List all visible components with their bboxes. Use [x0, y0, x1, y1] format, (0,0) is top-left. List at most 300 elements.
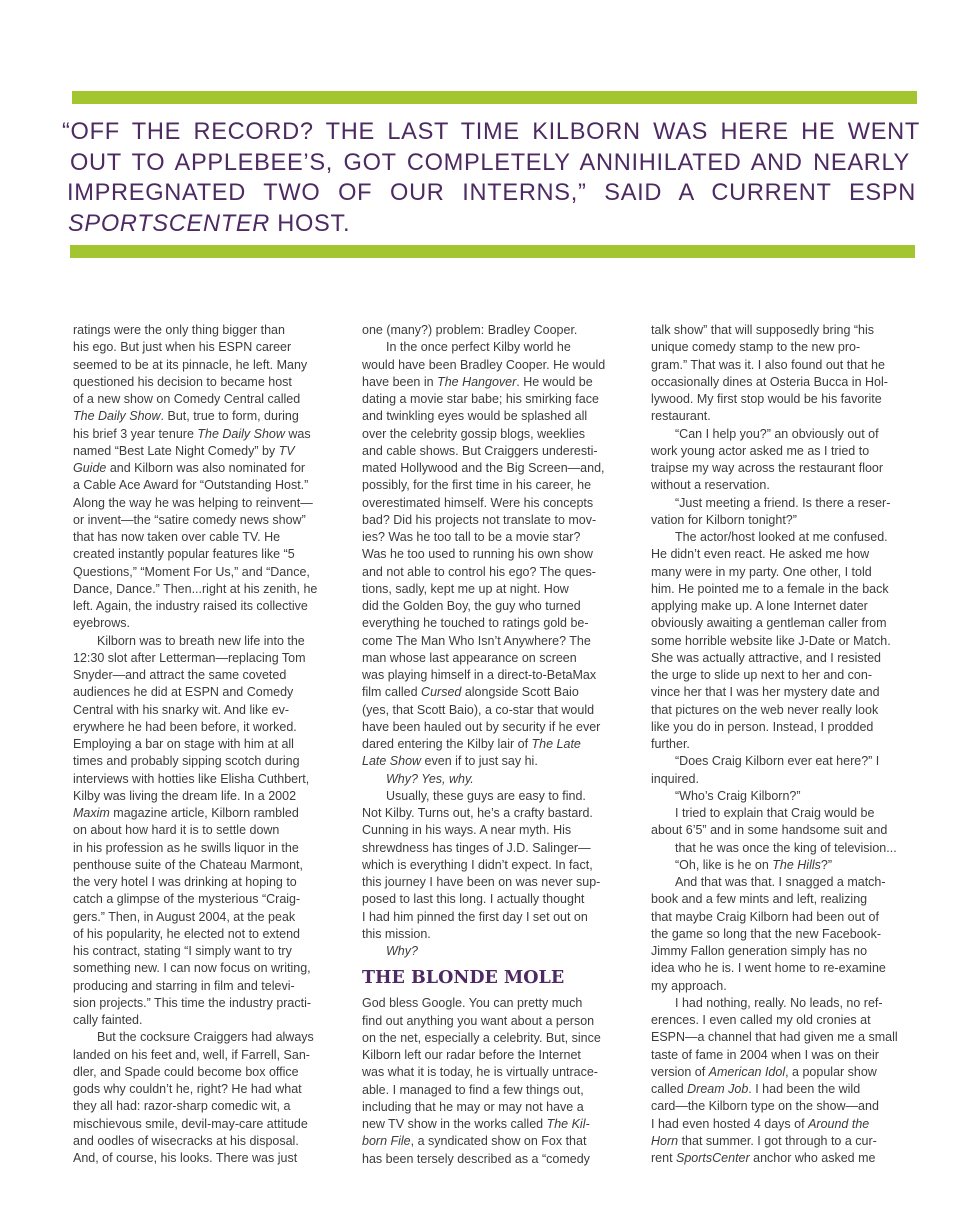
text-line — [73, 960, 343, 977]
text-run: Usually, these guys are easy to find. — [386, 788, 586, 803]
text-run: gods why couldn’t he, right? He had what — [73, 1082, 302, 1096]
text-line — [362, 909, 632, 926]
text-run: interviews with hotties like Elisha Cuthbert, — [73, 771, 310, 786]
text-run: over the celebrity gossip blogs, weeklies — [362, 426, 586, 441]
text-line — [651, 460, 921, 477]
text-run: on about how hard it is to settle down — [73, 823, 280, 838]
text-line — [651, 857, 921, 874]
text-run: has been tersely described as a “comedy — [362, 1151, 590, 1166]
italic-title: Why? Yes, why. — [386, 771, 474, 786]
text-line — [651, 1064, 921, 1081]
text-line — [362, 667, 632, 684]
text-line — [73, 909, 343, 926]
text-run: come The Man Who Isn’t Anywhere? The — [362, 633, 591, 648]
text-line — [362, 874, 632, 891]
text-run: bad? Did his projects not translate to mov- — [362, 512, 597, 527]
text-run: that summer. I got through to a cur- — [678, 1133, 877, 1148]
text-line — [651, 753, 921, 770]
text-run: and not able to control his ego? The ques- — [362, 564, 596, 579]
text-line — [362, 753, 632, 770]
italic-title: Cursed — [421, 685, 462, 700]
text-run: “Oh, like is he on — [675, 857, 773, 872]
text-run: mischievous smile, devil-may-care attitude — [73, 1116, 308, 1131]
column-2-body-bottom — [362, 995, 632, 1168]
text-run: gram.” That was it. I also found out that he — [651, 357, 885, 372]
text-run: And, of course, his looks. There was just — [73, 1151, 298, 1165]
text-line — [362, 581, 632, 598]
text-line — [651, 357, 921, 374]
text-line — [73, 1116, 343, 1133]
text-line — [362, 1030, 632, 1047]
text-run: applying make up. A lone Internet dater — [651, 599, 868, 613]
text-run: alongside Scott Baio — [461, 685, 579, 700]
text-run: talk show” that will supposedly bring “his — [651, 323, 875, 337]
text-run: even if to just say hi. — [421, 754, 538, 769]
text-run: called — [651, 1082, 688, 1096]
text-line — [651, 995, 921, 1012]
text-run: seemed to be at its pinnacle, he left. Many — [73, 357, 308, 372]
text-run: restaurant. — [651, 409, 711, 424]
text-run: able. I managed to find a few things out, — [362, 1082, 584, 1097]
text-line — [73, 771, 343, 788]
text-line — [73, 719, 343, 736]
text-run: one (many?) problem: Bradley Cooper. — [362, 323, 578, 337]
text-line — [362, 322, 632, 339]
italic-title: The Kil- — [546, 1117, 590, 1131]
text-line — [73, 1150, 343, 1167]
text-run: of a new show on Comedy Central called — [73, 392, 301, 406]
text-run: his contract, stating “I simply want to try — [73, 944, 292, 958]
text-line — [73, 1029, 343, 1046]
text-line — [362, 1133, 632, 1150]
text-run: erences. I even called my old cronies at — [651, 1013, 871, 1027]
text-run: that pictures on the web never really look — [651, 702, 879, 717]
text-line — [362, 633, 632, 650]
text-run: have been in — [362, 374, 438, 389]
text-run: which is everything I didn’t expect. In fact, — [362, 857, 593, 872]
text-run: Not Kilby. Turns out, he’s a crafty bastard. — [362, 806, 593, 820]
text-line — [73, 615, 343, 632]
italic-title: TV — [278, 443, 295, 458]
text-run: him. He pointed me to a female in the back — [651, 581, 889, 596]
text-line — [651, 788, 921, 805]
text-run: Jimmy Fallon generation simply has no — [651, 944, 868, 958]
text-line — [362, 546, 632, 563]
text-run: I had even hosted 4 days of — [651, 1116, 809, 1131]
text-run: the urge to slide up next to her and con- — [651, 668, 872, 682]
text-run: obviously awaiting a gentleman caller from — [651, 616, 887, 631]
text-run: cally fainted. — [73, 1013, 143, 1027]
text-run: including that he may or may not have a — [362, 1099, 584, 1114]
text-line — [362, 719, 632, 736]
text-line — [73, 564, 343, 581]
text-line — [73, 926, 343, 943]
text-run: The actor/host looked at me confused. — [675, 530, 888, 544]
text-run: version of — [651, 1064, 709, 1079]
text-run: and cable shows. But Craiggers underesti- — [362, 443, 598, 458]
text-line — [651, 1098, 921, 1115]
text-run: “Just meeting a friend. Is there a reser- — [675, 495, 891, 510]
column-2-body-top — [362, 322, 632, 960]
text-line — [651, 822, 921, 839]
text-line — [651, 443, 921, 460]
text-line — [73, 788, 343, 805]
text-run: Along the way he was helping to reinvent— — [73, 495, 313, 510]
text-run: tions, sadly, kept me up at night. How — [362, 581, 569, 596]
text-run: times and probably sipping scotch during — [73, 754, 300, 769]
text-run: (yes, that Scott Baio), a co-star that would — [362, 702, 595, 717]
text-run: rent — [651, 1151, 677, 1165]
text-run: anchor who asked me — [749, 1151, 876, 1165]
italic-title: Guide — [73, 461, 107, 475]
text-run: his ego. But just when his ESPN career — [73, 340, 292, 355]
text-line — [362, 805, 632, 822]
italic-title: The Daily Show — [197, 426, 285, 441]
text-run: But the cocksure Craiggers had always — [97, 1030, 314, 1045]
text-run: . But, true to form, during — [160, 409, 299, 424]
text-run: dared entering the Kilby lair of — [362, 737, 532, 751]
text-line — [651, 477, 921, 494]
text-line — [362, 1116, 632, 1133]
pull-quote-line: IMPREGNATED TWO OF OUR INTERNS,” SAID A CURRENT ESPN — [67, 180, 916, 206]
text-line — [362, 1047, 632, 1064]
text-line — [651, 408, 921, 425]
text-line — [651, 339, 921, 356]
text-line — [362, 943, 632, 960]
text-line — [651, 960, 921, 977]
text-line — [73, 408, 343, 425]
text-line — [362, 374, 632, 391]
text-run: like you do in person. Instead, I prodded — [651, 719, 874, 734]
text-line — [651, 926, 921, 943]
text-run: lywood. My first stop would be his favorite — [651, 392, 882, 406]
italic-title: Why? — [386, 944, 418, 958]
text-run: Kilborn was to breath new life into the — [97, 633, 305, 648]
text-run: find out anything you want about a person — [362, 1013, 595, 1028]
text-line — [651, 495, 921, 512]
text-line — [651, 840, 921, 857]
text-run: . I had been the wild — [748, 1082, 861, 1096]
text-run: Was he too used to running his own show — [362, 547, 593, 562]
text-line — [362, 1064, 632, 1081]
pull-quote-line: “OFF THE RECORD? THE LAST TIME KILBORN WAS HERE HE WENT — [62, 119, 920, 145]
text-line — [362, 512, 632, 529]
text-run: landed on his feet and, well, if Farrell, San- — [73, 1047, 310, 1062]
text-line — [362, 391, 632, 408]
text-run: dating a movie star babe; his smirking face — [362, 392, 599, 406]
text-line — [651, 805, 921, 822]
text-run: his brief 3 year tenure — [73, 426, 198, 441]
text-line — [362, 495, 632, 512]
text-run: and twinkling eyes would be splashed all — [362, 409, 588, 424]
text-run: further. — [651, 737, 690, 751]
text-line — [362, 529, 632, 546]
text-line — [651, 650, 921, 667]
text-run: “Who’s Craig Kilborn?” — [675, 788, 801, 803]
text-line — [651, 633, 921, 650]
text-line — [73, 702, 343, 719]
text-run: something new. I can now focus on writing, — [73, 961, 311, 976]
text-run: named “Best Late Night Comedy” by — [73, 443, 279, 458]
text-run: vation for Kilborn tonight?” — [651, 512, 797, 527]
text-line — [73, 874, 343, 891]
article-column-2 — [362, 322, 632, 1168]
text-line — [73, 443, 343, 460]
pull-quote-tail: HOST. — [270, 210, 351, 237]
text-line — [73, 633, 343, 650]
text-run: a Cable Ace Award for “Outstanding Host.” — [73, 478, 309, 493]
text-run: , a popular show — [785, 1064, 877, 1079]
text-run: In the once perfect Kilby world he — [386, 340, 571, 355]
text-run: And that was that. I snagged a match- — [675, 875, 886, 889]
text-line — [651, 702, 921, 719]
text-run: “Does Craig Kilborn ever eat here?” I — [675, 754, 880, 769]
text-line — [73, 322, 343, 339]
text-line — [362, 995, 632, 1012]
text-line — [362, 1099, 632, 1116]
text-run: shrewdness has tinges of J.D. Salinger— — [362, 840, 591, 855]
text-run: man whose last appearance on screen — [362, 650, 577, 665]
text-run: overestimated himself. Were his concepts — [362, 495, 594, 510]
text-line — [73, 598, 343, 615]
text-line — [73, 891, 343, 908]
text-line — [651, 1133, 921, 1150]
text-line — [362, 926, 632, 943]
text-line — [73, 684, 343, 701]
text-line — [73, 1047, 343, 1064]
text-line — [651, 1116, 921, 1133]
text-run: film called — [362, 685, 422, 700]
text-line — [73, 1012, 343, 1029]
text-line — [651, 546, 921, 563]
text-run: producing and starring in film and televi- — [73, 978, 295, 993]
text-run: left. Again, the industry raised its collective — [73, 599, 308, 613]
text-run: . He would be — [516, 374, 593, 389]
text-line — [362, 408, 632, 425]
text-line — [73, 529, 343, 546]
text-run: some horrible website like J-Date or Match. — [651, 633, 891, 648]
text-line — [362, 615, 632, 632]
text-line — [73, 650, 343, 667]
text-run: this journey I have been on was never sup- — [362, 875, 601, 889]
show-title: SPORTSCENTER — [68, 210, 270, 237]
text-run: would have been Bradley Cooper. He would — [362, 357, 606, 372]
text-run: possibly, for the first time in his career, he — [362, 478, 592, 493]
italic-title: born File — [362, 1134, 411, 1149]
italic-title: The Late — [531, 737, 581, 751]
text-line — [651, 426, 921, 443]
text-run: posed to last this long. I actually thought — [362, 892, 585, 907]
text-line — [73, 374, 343, 391]
text-line — [651, 581, 921, 598]
text-run: book and a few mints and left, realizing — [651, 892, 868, 907]
text-line — [651, 1029, 921, 1046]
text-line — [362, 891, 632, 908]
text-line — [73, 1081, 343, 1098]
text-run: card—the Kilborn type on the show—and — [651, 1099, 879, 1114]
text-line — [73, 667, 343, 684]
italic-title: The Hills — [772, 857, 821, 872]
text-line — [362, 339, 632, 356]
text-run: occasionally dines at Osteria Bucca in Hol- — [651, 374, 888, 389]
text-run: vince her that I was her mystery date and — [651, 685, 880, 700]
text-run: dler, and Spade could become box office — [73, 1064, 299, 1079]
text-run: that maybe Craig Kilborn had been out of — [651, 909, 879, 924]
text-line — [651, 598, 921, 615]
text-line — [651, 771, 921, 788]
text-run: work young actor asked me as I tried to — [651, 443, 870, 458]
text-line — [651, 529, 921, 546]
text-line — [362, 684, 632, 701]
text-line — [651, 374, 921, 391]
text-run: Dance, Dance.” Then...right at his zenith, he — [73, 581, 318, 596]
text-line — [362, 1082, 632, 1099]
text-line — [73, 736, 343, 753]
text-line — [73, 805, 343, 822]
text-run: Kilborn left our radar before the Internet — [362, 1048, 581, 1062]
italic-title: The Daily Show — [73, 409, 161, 424]
text-line — [73, 426, 343, 443]
text-line — [651, 874, 921, 891]
italic-title: SportsCenter — [676, 1151, 750, 1165]
text-run: Kilby was living the dream life. In a 2002 — [73, 788, 297, 803]
text-run: mated Hollywood and the Big Screen—and, — [362, 461, 605, 475]
text-run: that he was once the king of television... — [675, 840, 897, 855]
text-line — [651, 667, 921, 684]
text-line — [362, 822, 632, 839]
text-run: She was actually attractive, and I resisted — [651, 650, 881, 665]
text-run: this mission. — [362, 926, 431, 941]
text-line — [362, 598, 632, 615]
text-run: God bless Google. You can pretty much — [362, 996, 583, 1011]
text-run: everything he touched to ratings gold be- — [362, 616, 589, 631]
text-run: created instantly popular features like “5 — [73, 547, 295, 562]
text-line — [73, 477, 343, 494]
text-line — [651, 512, 921, 529]
text-line — [651, 1012, 921, 1029]
text-run: , a syndicated show on Fox that — [410, 1134, 587, 1149]
text-run: “Can I help you?” an obviously out of — [675, 426, 879, 441]
text-line — [73, 822, 343, 839]
text-line — [73, 1133, 343, 1150]
text-run: in his profession as he swills liquor in the — [73, 840, 299, 855]
text-line — [651, 1150, 921, 1167]
italic-title: Around the — [808, 1116, 870, 1131]
article-column-1 — [73, 322, 343, 1167]
text-line — [651, 943, 921, 960]
text-run: traipse my way across the restaurant floor — [651, 461, 884, 475]
section-subhead: THE BLONDE MOLE — [362, 968, 565, 989]
text-run: many were in my party. One other, I told — [651, 564, 872, 579]
italic-title: Dream Job — [687, 1082, 749, 1096]
italic-title: The Hangover — [437, 374, 517, 389]
text-run: the game so long that the new Facebook- — [651, 926, 882, 941]
text-line — [73, 512, 343, 529]
text-run: Questions,” “Moment For Us,” and “Dance, — [73, 564, 310, 579]
text-run: 12:30 slot after Letterman—replacing Tom — [73, 650, 306, 665]
text-line — [73, 495, 343, 512]
text-run: that has now taken over cable TV. He — [73, 530, 281, 544]
text-run: was — [284, 426, 311, 441]
text-line — [362, 771, 632, 788]
text-run: ratings were the only thing bigger than — [73, 323, 285, 337]
text-run: gers.” Then, in August 2004, at the peak — [73, 909, 296, 924]
text-run: magazine article, Kilborn rambled — [109, 806, 299, 820]
text-line — [73, 339, 343, 356]
text-run: and oodles of wisecracks at his disposal. — [73, 1133, 299, 1148]
text-run: inquired. — [651, 771, 699, 786]
text-run: Employing a bar on stage with him at all — [73, 737, 294, 751]
text-run: idea who he is. I went home to re-examine — [651, 961, 886, 976]
text-run: without a reservation. — [651, 478, 770, 493]
text-run: eyebrows. — [73, 616, 130, 631]
italic-title: Horn — [651, 1133, 679, 1148]
text-line — [73, 391, 343, 408]
text-line — [362, 426, 632, 443]
text-run: my approach. — [651, 978, 727, 993]
text-line — [73, 840, 343, 857]
text-line — [73, 1098, 343, 1115]
text-run: Snyder—and attract the same coveted — [73, 668, 287, 682]
text-line — [73, 753, 343, 770]
text-run: He didn’t even react. He asked me how — [651, 547, 870, 562]
text-run: Cunning in his ways. A near myth. His — [362, 823, 572, 838]
text-line — [362, 460, 632, 477]
text-run: new TV show in the works called — [362, 1117, 547, 1131]
text-run: I had nothing, really. No leads, no ref- — [675, 995, 883, 1010]
text-line — [651, 909, 921, 926]
italic-title: American Idol — [708, 1064, 786, 1079]
text-run: the very hotel I was drinking at hoping to — [73, 875, 297, 889]
text-line — [651, 1081, 921, 1098]
italic-title: Maxim — [73, 806, 110, 820]
text-line — [73, 943, 343, 960]
text-line — [651, 736, 921, 753]
text-line — [651, 615, 921, 632]
text-line — [651, 891, 921, 908]
text-run: of his popularity, he elected not to extend — [73, 926, 301, 941]
text-run: was playing himself in a direct-to-BetaMax — [362, 668, 597, 682]
text-run: I tried to explain that Craig would be — [675, 806, 875, 820]
text-line — [362, 702, 632, 719]
text-line — [362, 857, 632, 874]
text-run: taste of fame in 2004 when I was on their — [651, 1047, 879, 1062]
text-line — [651, 1047, 921, 1064]
text-run: I had him pinned the first day I set out on — [362, 909, 588, 924]
text-run: have been hauled out by security if he ever — [362, 719, 601, 734]
text-line — [362, 650, 632, 667]
text-line — [73, 460, 343, 477]
pull-quote — [62, 117, 920, 239]
text-run: ?” — [820, 857, 833, 872]
text-line — [362, 443, 632, 460]
text-run: unique comedy stamp to the new pro- — [651, 340, 861, 355]
text-line — [362, 357, 632, 374]
text-line — [73, 978, 343, 995]
text-run: audiences he did at ESPN and Comedy — [73, 685, 294, 700]
text-line — [651, 564, 921, 581]
text-line — [362, 564, 632, 581]
text-run: was what it is today, he is virtually untrace- — [362, 1065, 598, 1080]
text-run: erywhere he had been before, it worked. — [73, 719, 297, 734]
text-run: about 6’5” and in some handsome suit and — [651, 823, 888, 838]
text-run: sion projects.” This time the industry practi- — [73, 995, 312, 1010]
text-run: penthouse suite of the Chateau Marmont, — [73, 857, 304, 872]
text-line — [362, 477, 632, 494]
text-line — [73, 995, 343, 1012]
text-line — [651, 719, 921, 736]
italic-title: Late Show — [362, 754, 422, 769]
